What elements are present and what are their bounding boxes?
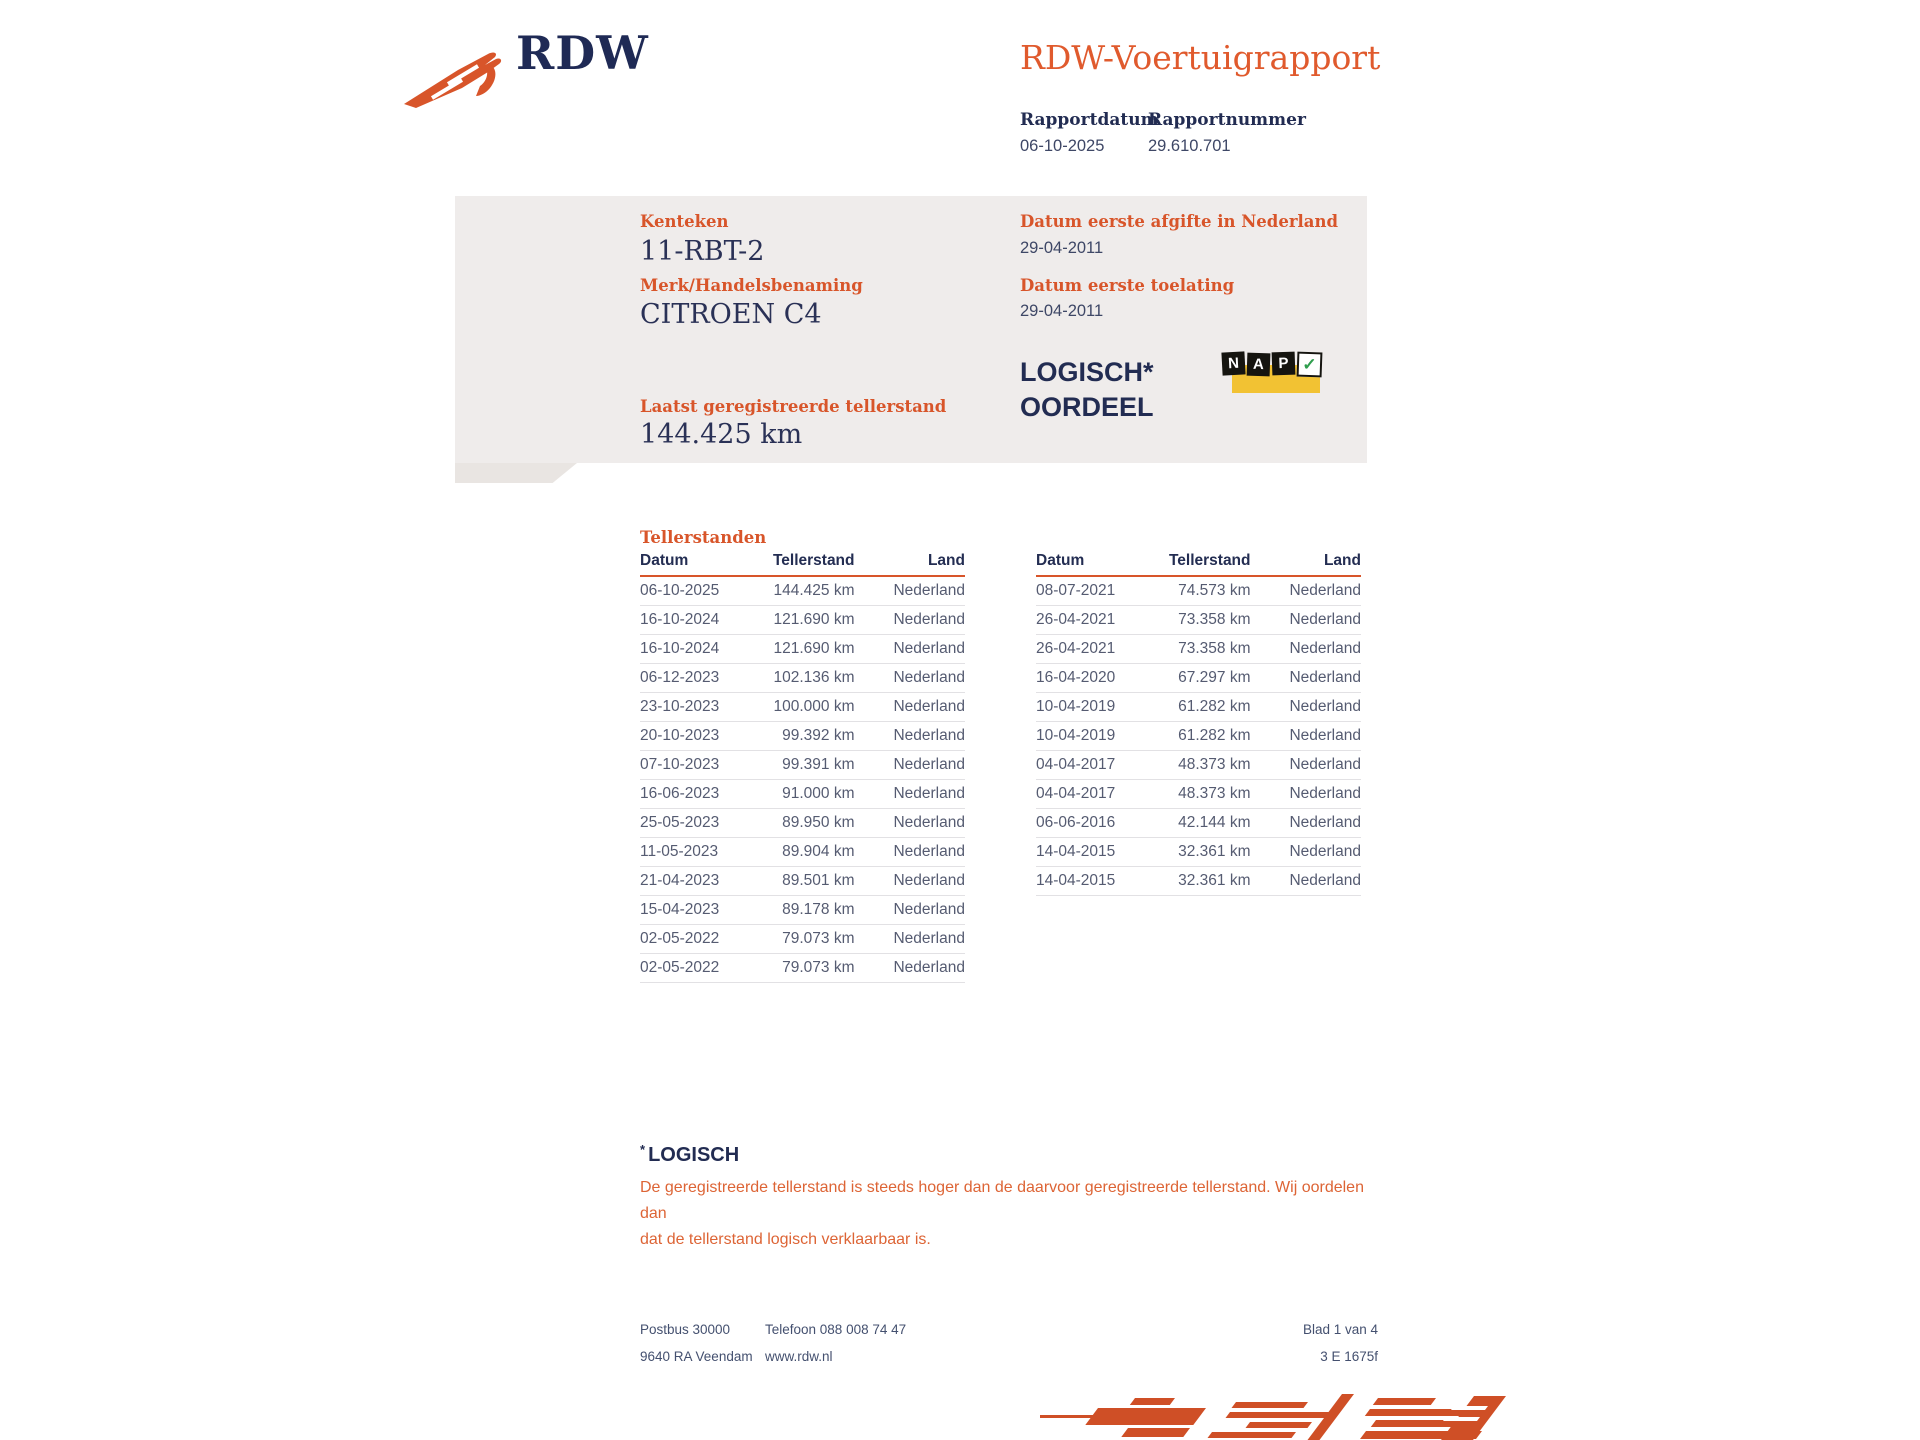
table-row [640,576,965,606]
table-row [640,809,965,838]
rdw-stripes-graphic [1040,1392,1510,1440]
table-header [1036,552,1361,576]
header-tellerstand: Tellerstand [1166,552,1251,576]
footnote-heading-text: LOGISCH [648,1144,740,1166]
table-row [1036,809,1361,838]
cell-tellerstand: 79.073 km [770,954,855,983]
cell-datum: 26-04-2021 [1036,635,1166,664]
cell-tellerstand: 67.297 km [1166,664,1251,693]
cell-tellerstand: 79.073 km [770,925,855,954]
cell-datum: 20-10-2023 [640,722,770,751]
afgifte-label: Datum eerste afgifte in Nederland [1020,212,1339,231]
table-row [640,751,965,780]
cell-land: Nederland [855,693,966,722]
cell-datum: 04-04-2017 [1036,780,1166,809]
table-row [1036,722,1361,751]
kenteken-value: 11-RBT-2 [640,236,765,267]
cell-tellerstand: 91.000 km [770,780,855,809]
nap-letter-tile: A [1247,353,1271,377]
cell-datum: 26-04-2021 [1036,606,1166,635]
cell-land: Nederland [855,722,966,751]
logisch-footnote-heading [640,1142,739,1167]
footer-website: www.rdw.nl [765,1349,833,1364]
cell-tellerstand: 61.282 km [1166,722,1251,751]
table-row [640,780,965,809]
table-row [640,925,965,954]
header-tellerstand: Tellerstand [770,552,855,576]
table-row [640,664,965,693]
table-header [640,552,965,576]
logisch-footnote-text [640,1175,1390,1253]
rdw-feather-logo-icon [402,48,510,110]
table-row [1036,838,1361,867]
cell-tellerstand: 102.136 km [770,664,855,693]
cell-land: Nederland [855,954,966,983]
vehicle-summary-panel-tail [455,463,577,483]
table-row [640,693,965,722]
cell-land: Nederland [855,635,966,664]
table-row [640,838,965,867]
cell-land: Nederland [855,606,966,635]
report-number-value: 29.610.701 [1148,137,1231,155]
table-row [1036,664,1361,693]
tellerstanden-section-title: Tellerstanden [640,528,767,547]
cell-land: Nederland [855,664,966,693]
table-row [1036,780,1361,809]
toelating-value: 29-04-2011 [1020,302,1104,320]
cell-land: Nederland [1251,606,1362,635]
oordeel-verdict [1020,355,1154,425]
header-datum: Datum [640,552,770,576]
cell-tellerstand: 32.361 km [1166,867,1251,896]
oordeel-line2: OORDEEL [1020,392,1154,422]
cell-datum: 15-04-2023 [640,896,770,925]
cell-datum: 16-04-2020 [1036,664,1166,693]
cell-datum: 06-12-2023 [640,664,770,693]
cell-datum: 11-05-2023 [640,838,770,867]
cell-datum: 16-10-2024 [640,606,770,635]
cell-tellerstand: 121.690 km [770,606,855,635]
cell-land: Nederland [1251,635,1362,664]
merk-label: Merk/Handelsbenaming [640,276,863,295]
cell-datum: 14-04-2015 [1036,867,1166,896]
cell-land: Nederland [855,838,966,867]
footer-contact [765,1316,906,1370]
odometer-table-right [1036,552,1361,896]
cell-tellerstand: 100.000 km [770,693,855,722]
nap-checkmark-icon: ✓ [1297,352,1323,378]
footer-page-info [1100,1316,1378,1370]
report-number-block [1148,110,1306,156]
tellerstand-label: Laatst geregistreerde tellerstand [640,397,947,416]
odometer-table-left [640,552,965,983]
afgifte-value: 29-04-2011 [1020,239,1104,257]
cell-datum: 07-10-2023 [640,751,770,780]
cell-land: Nederland [855,867,966,896]
cell-datum: 21-04-2023 [640,867,770,896]
cell-datum: 06-06-2016 [1036,809,1166,838]
cell-tellerstand: 99.391 km [770,751,855,780]
header-land: Land [855,552,966,576]
cell-land: Nederland [855,925,966,954]
cell-datum: 23-10-2023 [640,693,770,722]
tellerstand-value: 144.425 km [640,419,803,450]
cell-tellerstand: 73.358 km [1166,606,1251,635]
footer-phone: Telefoon 088 008 74 47 [765,1322,907,1337]
footer-address [640,1316,753,1370]
cell-datum: 10-04-2019 [1036,722,1166,751]
cell-datum: 14-04-2015 [1036,838,1166,867]
cell-datum: 06-10-2025 [640,576,770,606]
cell-tellerstand: 48.373 km [1166,780,1251,809]
cell-datum: 16-10-2024 [640,635,770,664]
cell-tellerstand: 89.950 km [770,809,855,838]
cell-tellerstand: 32.361 km [1166,838,1251,867]
rdw-logo-text: RDW [516,26,649,80]
cell-land: Nederland [1251,867,1362,896]
cell-land: Nederland [1251,780,1362,809]
table-row [640,606,965,635]
cell-tellerstand: 89.178 km [770,896,855,925]
table-row [1036,867,1361,896]
cell-land: Nederland [855,896,966,925]
cell-land: Nederland [1251,576,1362,606]
cell-tellerstand: 74.573 km [1166,576,1251,606]
cell-tellerstand: 42.144 km [1166,809,1251,838]
cell-datum: 04-04-2017 [1036,751,1166,780]
cell-land: Nederland [1251,664,1362,693]
cell-tellerstand: 121.690 km [770,635,855,664]
toelating-label: Datum eerste toelating [1020,276,1235,295]
footer-form-code: 3 E 1675f [1320,1349,1378,1364]
cell-datum: 08-07-2021 [1036,576,1166,606]
table-row [1036,635,1361,664]
cell-tellerstand: 89.904 km [770,838,855,867]
cell-land: Nederland [1251,722,1362,751]
report-number-label: Rapportnummer [1148,110,1306,130]
footer-postbus: Postbus 30000 [640,1322,731,1337]
kenteken-label: Kenteken [640,212,729,231]
table-row [640,954,965,983]
cell-land: Nederland [855,809,966,838]
cell-land: Nederland [855,780,966,809]
nap-letter-tile: P [1272,352,1296,376]
cell-land: Nederland [1251,751,1362,780]
report-date-block [1020,110,1159,156]
table-row [1036,751,1361,780]
cell-land: Nederland [855,751,966,780]
header-land: Land [1251,552,1362,576]
table-row [1036,693,1361,722]
table-row [640,635,965,664]
cell-tellerstand: 89.501 km [770,867,855,896]
report-date-value: 06-10-2025 [1020,137,1105,155]
oordeel-line1: LOGISCH* [1020,357,1154,387]
footer-page-indicator: Blad 1 van 4 [1302,1322,1378,1337]
cell-land: Nederland [1251,809,1362,838]
cell-tellerstand: 99.392 km [770,722,855,751]
cell-datum: 10-04-2019 [1036,693,1166,722]
footer-city: 9640 RA Veendam [640,1349,753,1364]
report-date-label: Rapportdatum [1020,110,1159,130]
table-row [1036,576,1361,606]
header-datum: Datum [1036,552,1166,576]
vehicle-summary-panel [455,196,1367,463]
merk-value: CITROEN C4 [640,299,822,330]
page-title: RDW-Voertuigrapport [1020,38,1381,77]
cell-datum: 02-05-2022 [640,925,770,954]
cell-datum: 25-05-2023 [640,809,770,838]
cell-tellerstand: 73.358 km [1166,635,1251,664]
cell-datum: 02-05-2022 [640,954,770,983]
table-row [640,896,965,925]
cell-land: Nederland [1251,693,1362,722]
cell-land: Nederland [1251,838,1362,867]
nap-logo [1222,352,1326,402]
footnote-asterisk: * [640,1142,646,1157]
cell-land: Nederland [855,576,966,606]
cell-datum: 16-06-2023 [640,780,770,809]
cell-tellerstand: 61.282 km [1166,693,1251,722]
footnote-line1: De geregistreerde tellerstand is steeds hoger dan de daarvoor geregistreerde tellerstand. Wij oordelen dan [640,1179,1364,1222]
table-row [640,867,965,896]
table-row [1036,606,1361,635]
cell-tellerstand: 48.373 km [1166,751,1251,780]
cell-tellerstand: 144.425 km [770,576,855,606]
nap-letter-tile: N [1221,351,1245,375]
table-row [640,722,965,751]
footnote-line2: dat de tellerstand logisch verklaarbaar is. [640,1231,931,1248]
